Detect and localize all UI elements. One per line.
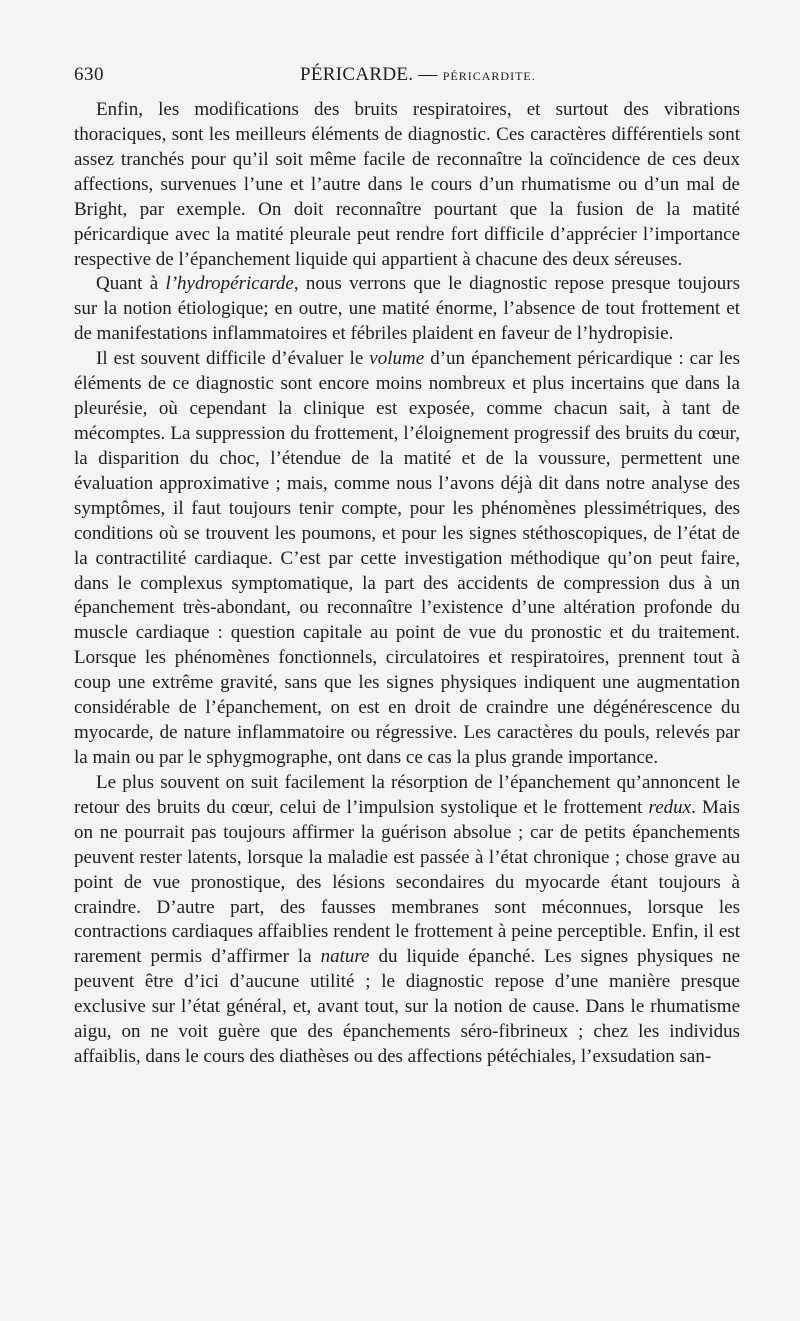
running-head [74,64,740,94]
paragraph-2-text-a: Quant à [96,273,166,295]
paragraph-4-text-a: Le plus souvent on suit facilement la résorption de l’épanchement qu’annoncent le retour des bruits du cœur, celui de l’impulsion systolique et le frottement [74,771,740,818]
paragraph-1-text: Enfin, les modifications des bruits respiratoires, et surtout des vibrations thoraciques, sont les meilleurs éléments de diagnostic. Ces caractères différentiels sont assez tranchés pour qu’il soit même facile de reconnaître la coïncidence de ces deux affections, survenues l’une et l’autre dans le cours d’un rhumatisme ou d’un mal de Bright, par exemple. On doit reconnaître pourtant que la fusion de la matité péricardique avec la matité pleurale peut rendre fort difficile d’apprécier l’importance respective de l’épanchement liquide qui appartient à chacune des deux séreuses. [74,99,740,270]
paragraph-4-italic-b: nature [320,946,370,968]
paragraph-3-text-a: Il est souvent difficile d’évaluer le [96,348,370,370]
paragraph-4-text-b: . Mais on ne pourrait pas toujours affirmer la guérison absolue ; car de petits épanchements peuvent rester latents, lorsque la maladie est passée à l’état chronique ; chose grave au point de vue pronostique, des lésions secondaires du myocarde étant toujours à craindre. D’autre part, des fausses membranes sont méconnues, lorsque les contractions cardiaques affaiblies rendent le frottement à peine perceptible. Enfin, il est rarement permis d’affirmer la [74,796,740,968]
body-text [74,98,740,1070]
running-title [300,64,536,86]
page-number: 630 [74,64,104,85]
running-title-main: PÉRICARDE. [300,64,414,85]
running-title-separator: — [413,64,443,85]
paragraph-2 [74,272,740,347]
paragraph-2-italic: l’hydropéricarde [165,273,294,295]
running-title-sub: PÉRICARDITE. [442,69,536,83]
paragraph-3-text-b: d’un épanchement péricardique : car les éléments de ce diagnostic sont encore moins nombreux et plus incertains que dans la pleurésie, où cependant la clinique est exposée, comme chacun sait, à tant de mécomptes. La suppression du frottement, l’éloignement progressif des bruits du cœur, la disparition du choc, l’étendue de la matité et de la voussure, permettent une évaluation approximative ; mais, comme nous l’avons déjà dit dans notre analyse des symptômes, il faut toujours tenir compte, pour les phénomènes plessimétriques, des conditions où se trouvent les poumons, et pour les signes stéthoscopiques, de l’état de la contractilité cardiaque. C’est par cette investigation méthodique qu’on peut faire, dans le complexus symptomatique, la part des accidents de compression dus à un épanchement très-abondant, ou reconnaître l’existence d’une altération profonde du muscle cardiaque : question capitale au point de vue du pronostic et du traitement. Lorsque les phénomènes fonctionnels, circulatoires et respiratoires, prennent tout à coup une extrême gravité, sans que les signes physiques indiquent une augmentation considérable de l’épanchement, on est en droit de craindre une dégénérescence du myocarde, de nature inflammatoire ou régressive. Les caractères du pouls, relevés par la main ou par le sphygmographe, ont dans ce cas la plus grande importance. [74,348,740,768]
paragraph-3-italic: volume [369,348,425,370]
paragraph-4 [74,771,740,1070]
paragraph-4-text-c: du liquide épanché. Les signes physiques ne peuvent être d’ici d’aucune utilité ; le diagnostic repose d’une manière presque exclusive sur l’état général, et, avant tout, sur la notion de cause. Dans le rhumatisme aigu, on ne voit guère que des épanchements séro-fibrineux ; chez les individus affaiblis, dans le cours des diathèses ou des affections pétéchiales, l’exsudation san- [74,946,740,1068]
paragraph-1 [74,98,740,272]
paragraph-3 [74,347,740,771]
paragraph-4-italic-a: redux [648,796,692,818]
paragraph-2-text-b: , nous verrons que le diagnostic repose presque toujours sur la notion étiologique; en outre, une matité énorme, l’absence de tout frottement et de manifestations inflammatoires et fébriles plaident en faveur de l’hydropisie. [74,273,740,345]
